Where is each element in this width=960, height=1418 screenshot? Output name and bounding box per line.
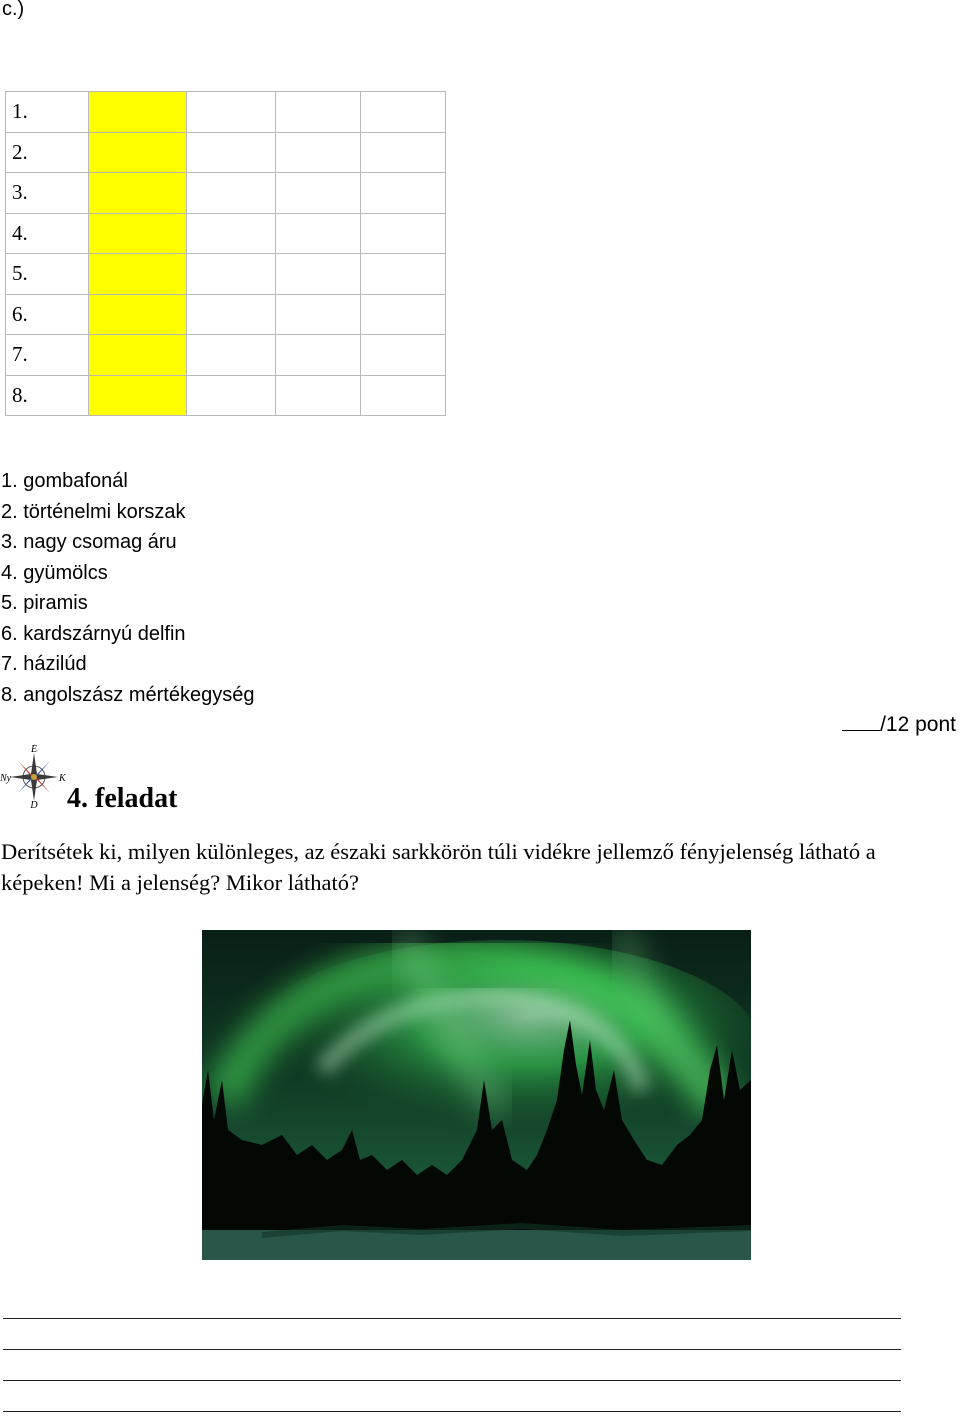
crossword-grid	[5, 91, 446, 416]
answer-cell[interactable]	[276, 254, 361, 295]
score-field	[842, 712, 956, 737]
solution-cell[interactable]	[89, 294, 187, 335]
aurora-photo	[202, 930, 751, 1260]
answer-cell[interactable]	[276, 213, 361, 254]
crossword-row	[6, 335, 446, 376]
row-number: 1.	[6, 92, 89, 133]
crossword-row	[6, 92, 446, 133]
answer-cell[interactable]	[187, 173, 276, 214]
clue-item: 7. házilúd	[1, 653, 87, 675]
answer-cell[interactable]	[361, 254, 446, 295]
clue-item: 2. történelmi korszak	[1, 500, 186, 523]
crossword-row	[6, 173, 446, 214]
compass-east-label: K	[59, 773, 66, 784]
solution-cell[interactable]	[89, 254, 187, 295]
compass-north-label: É	[30, 744, 38, 755]
answer-cell[interactable]	[361, 92, 446, 133]
answer-cell[interactable]	[187, 92, 276, 133]
answer-cell[interactable]	[361, 173, 446, 214]
clue-item: 1. gombafonál	[1, 470, 128, 492]
solution-cell[interactable]	[89, 375, 187, 416]
answer-cell[interactable]	[187, 132, 276, 173]
answer-line[interactable]	[3, 1380, 901, 1381]
clue-item: 5. piramis	[1, 592, 88, 614]
answer-cell[interactable]	[361, 335, 446, 376]
row-number: 8.	[6, 375, 89, 416]
answer-cell[interactable]	[276, 335, 361, 376]
crossword-row	[6, 213, 446, 254]
answer-cell[interactable]	[276, 375, 361, 416]
clue-item: 4. gyümölcs	[1, 561, 108, 584]
answer-cell[interactable]	[361, 294, 446, 335]
answer-cell[interactable]	[187, 335, 276, 376]
solution-cell[interactable]	[89, 213, 187, 254]
answer-cell[interactable]	[361, 132, 446, 173]
answer-line[interactable]	[3, 1411, 901, 1412]
answer-cell[interactable]	[187, 254, 276, 295]
clue-item: 3. nagy csomag áru	[1, 531, 177, 553]
row-number: 7.	[6, 335, 89, 376]
compass-rose-icon	[0, 744, 68, 810]
solution-cell[interactable]	[89, 335, 187, 376]
row-number: 5.	[6, 254, 89, 295]
answer-line[interactable]	[3, 1318, 901, 1319]
answer-cell[interactable]	[276, 132, 361, 173]
row-number: 6.	[6, 294, 89, 335]
solution-cell[interactable]	[89, 92, 187, 133]
crossword-row	[6, 375, 446, 416]
row-number: 3.	[6, 173, 89, 214]
answer-cell[interactable]	[361, 375, 446, 416]
solution-cell[interactable]	[89, 132, 187, 173]
score-suffix: /12 pont	[880, 713, 956, 736]
answer-cell[interactable]	[276, 92, 361, 133]
task-title: 4. feladat	[67, 783, 178, 814]
section-label: c.)	[2, 0, 25, 20]
solution-cell[interactable]	[89, 173, 187, 214]
answer-line[interactable]	[3, 1349, 901, 1350]
answer-cell[interactable]	[276, 294, 361, 335]
answer-cell[interactable]	[187, 294, 276, 335]
clue-item: 6. kardszárnyú delfin	[1, 622, 186, 645]
row-number: 2.	[6, 132, 89, 173]
clue-list	[1, 466, 254, 710]
crossword-row	[6, 132, 446, 173]
crossword-row	[6, 294, 446, 335]
crossword-row	[6, 254, 446, 295]
clue-item: 8. angolszász mértékegység	[1, 683, 255, 706]
score-blank[interactable]	[842, 712, 880, 731]
compass-west-label: Ny	[0, 773, 12, 784]
answer-cell[interactable]	[276, 173, 361, 214]
row-number: 4.	[6, 213, 89, 254]
task-instructions: Derítsétek ki, milyen különleges, az északi sarkkörön túli vidékre jellemző fényjelenség látható a képeken! Mi a jelenség? Mikor látható?	[1, 839, 876, 895]
compass-south-label: D	[30, 800, 38, 810]
answer-cell[interactable]	[187, 375, 276, 416]
answer-cell[interactable]	[361, 213, 446, 254]
answer-cell[interactable]	[187, 213, 276, 254]
